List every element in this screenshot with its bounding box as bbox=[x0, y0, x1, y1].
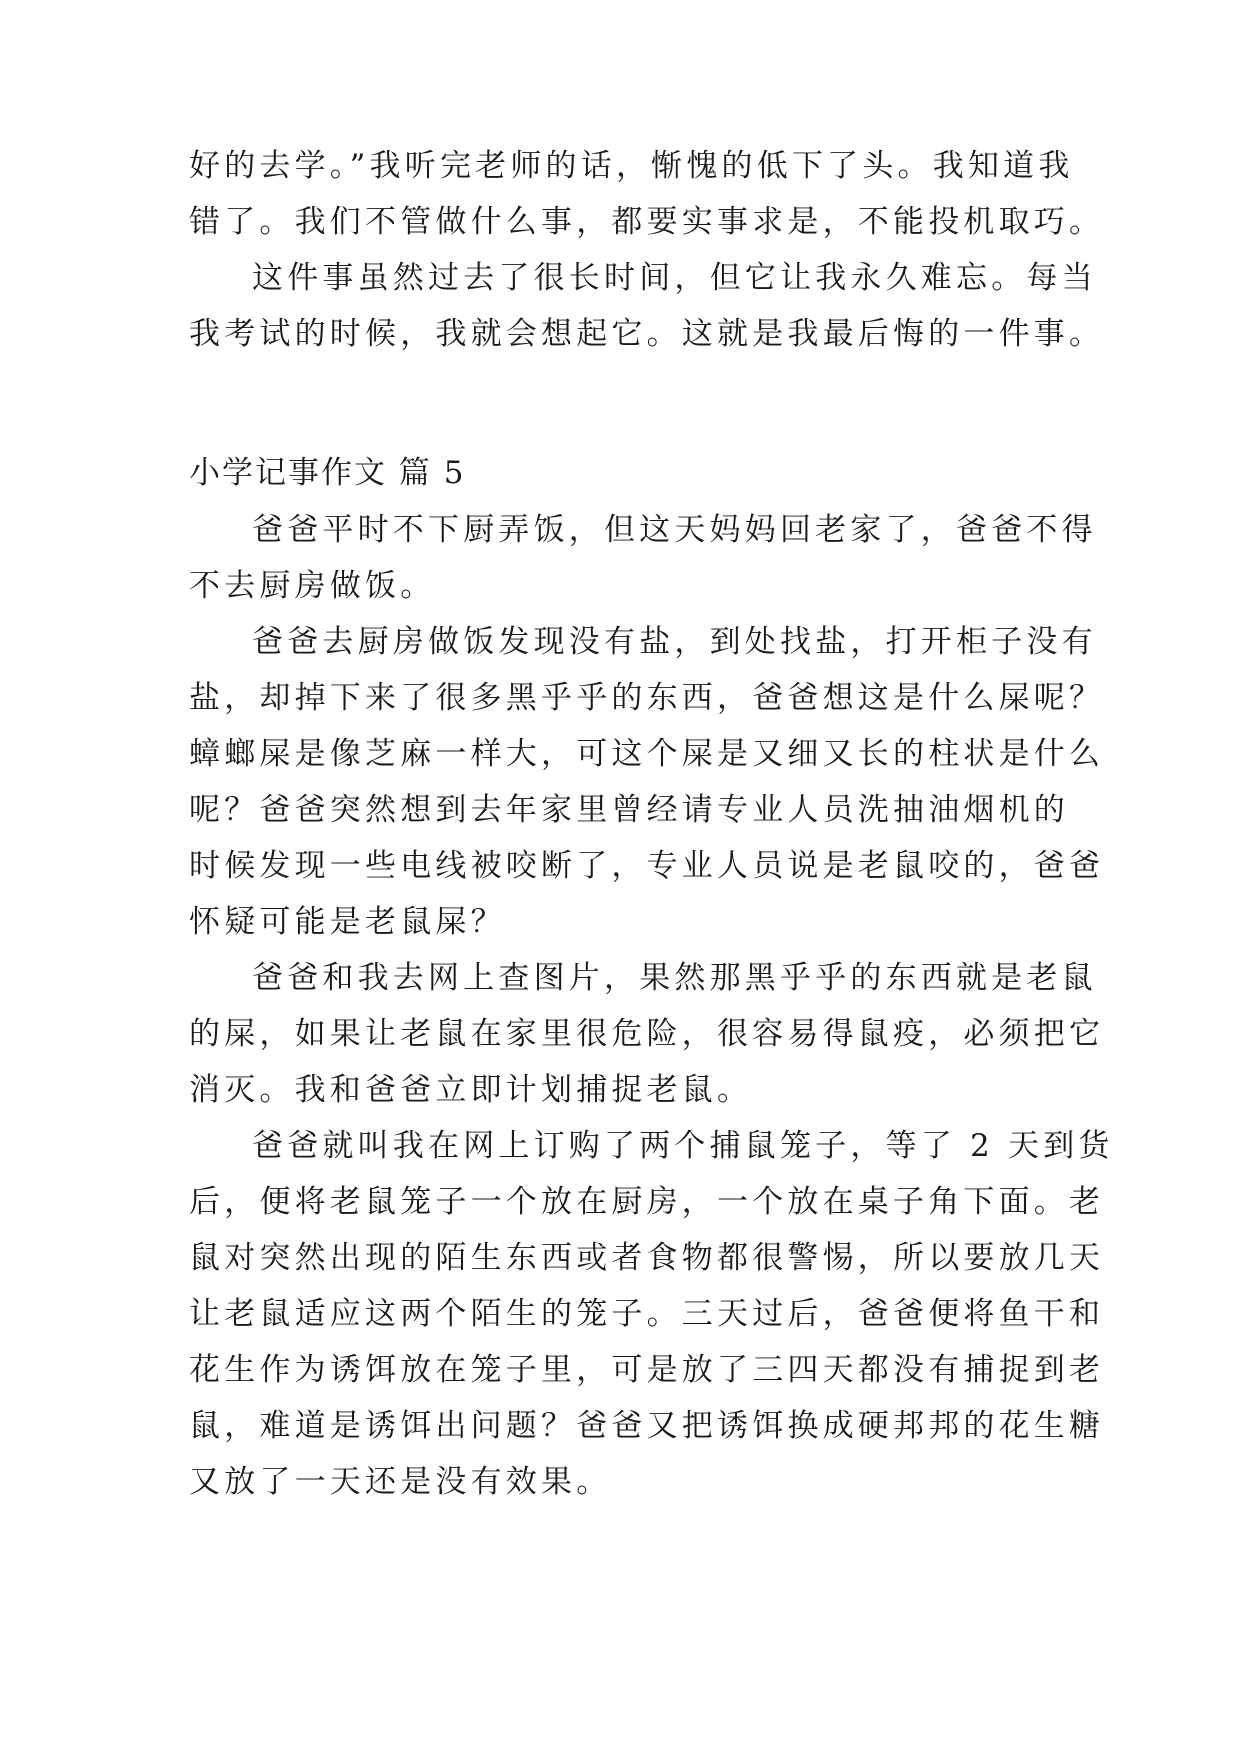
section-heading: 小学记事作文 篇 5 bbox=[189, 455, 466, 491]
paragraph-line: 消灭。我和爸爸立即计划捕捉老鼠。 bbox=[189, 1072, 753, 1108]
paragraph-line: 爸爸去厨房做饭发现没有盐，到处找盐，打开柜子没有 bbox=[252, 624, 1097, 660]
paragraph-line: 这件事虽然过去了很长时间，但它让我永久难忘。每当 bbox=[252, 260, 1097, 296]
paragraph-line: 不去厨房做饭。 bbox=[189, 568, 436, 604]
paragraph-line: 盐，却掉下来了很多黑乎乎的东西，爸爸想这是什么屎呢？ bbox=[189, 680, 1105, 716]
paragraph-line: 爸爸就叫我在网上订购了两个捕鼠笼子，等了 2 天到货 bbox=[252, 1128, 1114, 1164]
paragraph-line: 又放了一天还是没有效果。 bbox=[189, 1464, 612, 1500]
paragraph-line: 蟑螂屎是像芝麻一样大，可这个屎是又细又长的柱状是什么 bbox=[189, 736, 1105, 772]
paragraph-line: 鼠，难道是诱饵出问题？爸爸又把诱饵换成硬邦邦的花生糖 bbox=[189, 1408, 1105, 1444]
paragraph-line: 后，便将老鼠笼子一个放在厨房，一个放在桌子角下面。老 bbox=[189, 1184, 1105, 1220]
paragraph-line: 呢？爸爸突然想到去年家里曾经请专业人员洗抽油烟机的 bbox=[189, 792, 1069, 828]
paragraph-line: 爸爸平时不下厨弄饭，但这天妈妈回老家了，爸爸不得 bbox=[252, 512, 1097, 548]
paragraph-line: 让老鼠适应这两个陌生的笼子。三天过后，爸爸便将鱼干和 bbox=[189, 1296, 1105, 1332]
paragraph-line: 爸爸和我去网上查图片，果然那黑乎乎的东西就是老鼠 bbox=[252, 960, 1097, 996]
paragraph-line: 好的去学。”我听完老师的话，惭愧的低下了头。我知道我 bbox=[189, 148, 1074, 184]
paragraph-line: 时候发现一些电线被咬断了，专业人员说是老鼠咬的，爸爸 bbox=[189, 848, 1105, 884]
paragraph-line: 错了。我们不管做什么事，都要实事求是，不能投机取巧。 bbox=[189, 204, 1105, 240]
paragraph-line: 我考试的时候，我就会想起它。这就是我最后悔的一件事。 bbox=[189, 316, 1105, 352]
paragraph-line: 的屎，如果让老鼠在家里很危险，很容易得鼠疫，必须把它 bbox=[189, 1016, 1105, 1052]
paragraph-line: 花生作为诱饵放在笼子里，可是放了三四天都没有捕捉到老 bbox=[189, 1352, 1105, 1388]
paragraph-line: 怀疑可能是老鼠屎？ bbox=[189, 904, 506, 940]
paragraph-line: 鼠对突然出现的陌生东西或者食物都很警惕，所以要放几天 bbox=[189, 1240, 1105, 1276]
